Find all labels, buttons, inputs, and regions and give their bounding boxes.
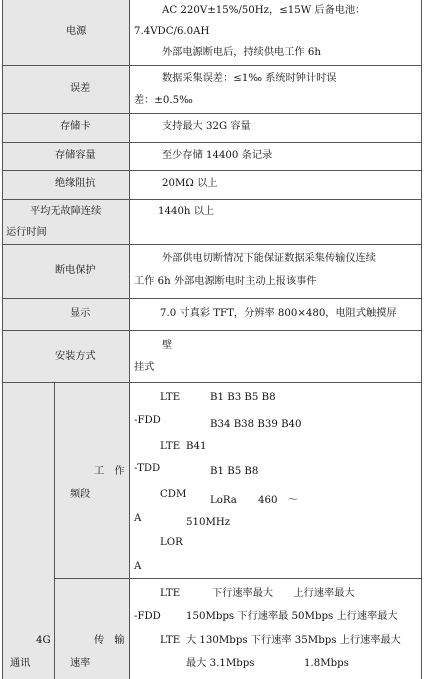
error-value-line2: 差：±0.5‰ — [134, 95, 193, 106]
row-divider — [2, 244, 422, 245]
poweroff-label: 断电保护 — [55, 265, 96, 276]
error-value-line1: 数据采集误差：≤1‰ 系统时钟计时误 — [162, 73, 337, 84]
mtbf-value: 1440h 以上 — [158, 206, 215, 217]
label-cell-bg — [2, 0, 129, 382]
band-lte-tdd-a: LTE — [160, 441, 181, 452]
install-label: 安装方式 — [55, 351, 96, 362]
rate-line4-a: 最大 3.1Mbps — [186, 658, 255, 669]
row-divider — [2, 298, 422, 299]
row-divider — [2, 170, 422, 171]
band-tdd-bands: B1 B5 B8 — [210, 466, 259, 477]
power-value-line1: AC 220V±15%/50Hz，≤15W 后备电池： — [162, 5, 366, 16]
table-border-left — [2, 0, 3, 679]
band-lora-b: A — [134, 561, 142, 572]
rate-line2: 150Mbps 下行速率最 50Mbps 上行速率最大 — [186, 611, 398, 622]
power-label: 电源 — [66, 26, 87, 37]
display-label: 显示 — [70, 308, 91, 319]
rate-line4-b: 1.8Mbps — [304, 658, 349, 669]
card-label: 存储卡 — [60, 121, 91, 132]
band-fdd-bands-1: B1 B3 B5 B8 — [210, 392, 276, 403]
rate-lte-fdd-a: LTE — [160, 588, 181, 599]
column-divider — [54, 382, 55, 679]
row-divider — [2, 113, 422, 114]
capacity-value: 至少存储 14400 条记录 — [162, 150, 273, 161]
display-value: 7.0 寸真彩 TFT，分辨率 800×480，电阻式触摸屏 — [160, 308, 397, 319]
row-divider — [2, 142, 422, 143]
band-label-line2: 频段 — [70, 489, 91, 500]
rate-line1: 下行速率最大 上行速率最大 — [212, 588, 355, 599]
band-lte-fdd-b: -FDD — [134, 415, 161, 426]
band-cdma-a: CDM — [160, 489, 187, 500]
mtbf-label-line2: 运行时间 — [6, 227, 47, 238]
rate-line3: 大 130Mbps 下行速率 35Mbps 上行速率最大 — [186, 635, 401, 646]
power-value-line2: 7.4VDC/6.0AH — [134, 26, 210, 37]
band-lora-value: 460 ～ — [258, 495, 298, 506]
install-value-line2: 挂式 — [134, 362, 155, 373]
band-tdd-b41: B41 — [186, 441, 207, 452]
band-lte-tdd-b: -TDD — [134, 463, 161, 474]
rate-lte-tdd-a: LTE — [160, 635, 181, 646]
mtbf-label-line1: 平均无故障连续 — [30, 206, 102, 217]
power-value-line3: 外部电源断电后，持续供电工作 6h — [162, 47, 321, 58]
error-label: 误差 — [70, 83, 91, 94]
insulation-label: 绝缘阻抗 — [55, 178, 96, 189]
row-divider — [2, 382, 422, 383]
band-fdd-bands-2: B34 B38 B39 B40 — [210, 419, 302, 430]
row-divider — [2, 330, 422, 331]
comm-group-label-line2: 通讯 — [10, 658, 31, 669]
band-label-line1: 工 作 — [94, 466, 125, 477]
rate-label-line2: 速率 — [70, 658, 91, 669]
rate-label-line1: 传 输 — [94, 635, 125, 646]
install-value-line1: 壁 — [162, 340, 173, 351]
band-lora-label: LoRa — [210, 495, 237, 506]
band-lora-a: LOR — [160, 537, 183, 548]
insulation-value: 20MΩ 以上 — [162, 178, 218, 189]
capacity-label: 存储容量 — [55, 150, 96, 161]
band-cdma-b: A — [134, 513, 142, 524]
comm-group-label-line1: 4G — [36, 635, 51, 646]
row-divider — [2, 199, 422, 200]
band-lte-fdd-a: LTE — [160, 392, 181, 403]
band-lora-value2: 510MHz — [186, 517, 231, 528]
poweroff-value-line2: 工作 6h 外部电源断电时主动上报该事件 — [134, 276, 317, 287]
row-divider — [2, 65, 422, 66]
card-value: 支持最大 32G 容量 — [162, 121, 251, 132]
rate-lte-fdd-b: -FDD — [134, 611, 161, 622]
row-divider — [54, 578, 422, 579]
poweroff-value-line1: 外部供电切断情况下能保证数据采集传输仪连续 — [162, 253, 376, 264]
